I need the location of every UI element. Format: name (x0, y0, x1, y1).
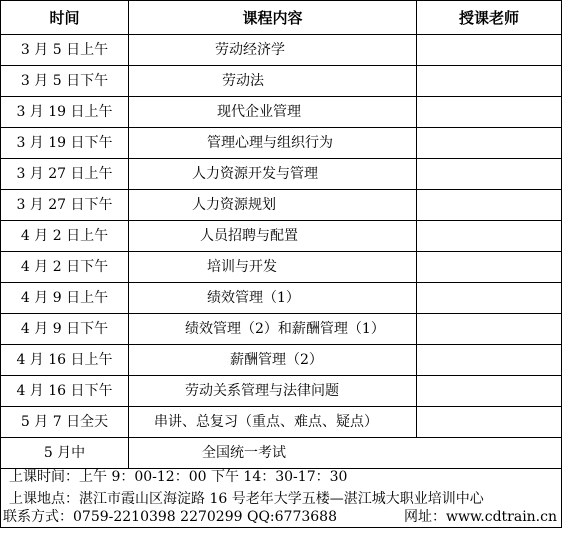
cell-teacher (417, 345, 562, 376)
cell-course (129, 314, 417, 345)
cell-time: 3 月 27 日上午 (1, 159, 129, 190)
table-row (1, 128, 562, 159)
cell-course (129, 221, 417, 252)
cell-course (129, 190, 417, 221)
cell-time: 3 月 5 日下午 (1, 66, 129, 97)
cell-time: 4 月 9 日上午 (1, 283, 129, 314)
table-row (1, 97, 562, 128)
table-row (1, 345, 562, 376)
course-text: 绩效管理（2）和薪酬管理（1） (185, 321, 385, 337)
cell-teacher (417, 159, 562, 190)
cell-time: 4 月 9 日下午 (1, 314, 129, 345)
cell-teacher (417, 221, 562, 252)
course-text: 现代企业管理 (217, 104, 301, 120)
class-time-text: 上课时间：上午 9：00-12：00 下午 14：30-17：30 (9, 469, 348, 485)
table-row (1, 35, 562, 66)
course-text: 劳动经济学 (215, 42, 285, 58)
cell-course (129, 66, 417, 97)
table-row (1, 221, 562, 252)
course-text: 人力资源规划 (192, 197, 276, 213)
exam-text: 全国统一考试 (202, 445, 286, 461)
table-row (1, 190, 562, 221)
cell-course (129, 159, 417, 190)
table-row (1, 159, 562, 190)
cell-teacher (417, 35, 562, 66)
cell-teacher (417, 97, 562, 128)
location-text: 上课地点：湛江市霞山区海淀路 16 号老年大学五楼—湛江城大职业培训中心 (9, 491, 484, 507)
cell-time: 5 月 7 日全天 (1, 407, 129, 438)
table-row (1, 314, 562, 345)
course-text: 培训与开发 (207, 259, 277, 275)
header-course: 课程内容 (129, 1, 417, 35)
cell-course (129, 97, 417, 128)
cell-time: 3 月 19 日下午 (1, 128, 129, 159)
exam-row (1, 438, 562, 469)
footer-cell (1, 469, 562, 528)
table-row (1, 252, 562, 283)
table-row (1, 407, 562, 438)
cell-time-exam: 5 月中 (1, 438, 129, 469)
course-text: 管理心理与组织行为 (207, 135, 333, 151)
course-text: 绩效管理（1） (207, 290, 300, 306)
course-text: 劳动法 (222, 73, 264, 89)
cell-course (129, 35, 417, 66)
cell-teacher (417, 407, 562, 438)
course-text: 薪酬管理（2） (230, 352, 323, 368)
cell-teacher (417, 252, 562, 283)
contact-line (1, 507, 557, 527)
cell-course (129, 252, 417, 283)
header-row (1, 1, 562, 35)
cell-teacher (417, 190, 562, 221)
cell-teacher (417, 314, 562, 345)
header-teacher: 授课老师 (417, 1, 562, 35)
cell-time: 3 月 5 日上午 (1, 35, 129, 66)
table-row (1, 283, 562, 314)
footer-row (1, 469, 562, 528)
course-text: 人力资源开发与管理 (192, 166, 318, 182)
table-row (1, 66, 562, 97)
cell-time: 4 月 2 日上午 (1, 221, 129, 252)
cell-course (129, 128, 417, 159)
website-text: 网址：www.cdtrain.cn (403, 509, 557, 525)
header-time: 时间 (1, 1, 129, 35)
table-row (1, 376, 562, 407)
cell-time: 3 月 19 日上午 (1, 97, 129, 128)
cell-course (129, 376, 417, 407)
cell-course (129, 345, 417, 376)
cell-teacher (417, 376, 562, 407)
contact-text: 联系方式：0759-2210398 2270299 QQ:6773688 (3, 509, 337, 525)
course-text: 串讲、总复习（重点、难点、疑点） (154, 414, 378, 430)
cell-teacher (417, 66, 562, 97)
cell-time: 3 月 27 日下午 (1, 190, 129, 221)
cell-time: 4 月 2 日下午 (1, 252, 129, 283)
course-text: 劳动关系管理与法律问题 (185, 383, 339, 399)
course-text: 人员招聘与配置 (200, 228, 298, 244)
cell-exam (129, 438, 562, 469)
cell-teacher (417, 283, 562, 314)
cell-time: 4 月 16 日下午 (1, 376, 129, 407)
cell-course (129, 407, 417, 438)
cell-course (129, 283, 417, 314)
cell-time: 4 月 16 日上午 (1, 345, 129, 376)
cell-teacher (417, 128, 562, 159)
